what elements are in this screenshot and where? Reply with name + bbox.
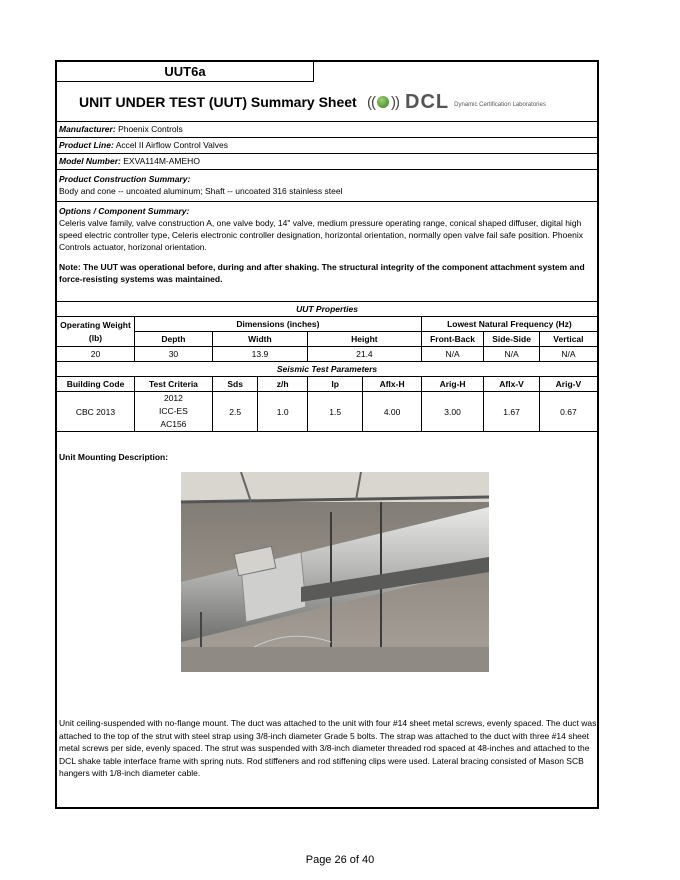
- construction-row: [57, 170, 597, 202]
- page-number: Page 26 of 40: [305, 854, 375, 866]
- uut-properties-title: UUT Properties: [57, 302, 597, 317]
- product-line-label: Product Line:: [59, 140, 114, 150]
- operating-weight-unit: (lb): [88, 332, 103, 343]
- globe-icon: [377, 96, 389, 108]
- front-back-header: Front-Back: [421, 332, 483, 347]
- building-code-header: Building Code: [57, 377, 134, 392]
- weight-value: 20: [57, 347, 134, 362]
- manufacturer-label: Manufacturer:: [59, 124, 116, 134]
- manufacturer-row: [57, 122, 597, 138]
- seismic-title: Seismic Test Parameters: [57, 362, 597, 377]
- width-value: 13.9: [212, 347, 307, 362]
- summary-sheet: [55, 60, 599, 809]
- height-header: Height: [307, 332, 421, 347]
- ip-value: 1.5: [307, 392, 362, 432]
- arig-h-header: Arig-H: [421, 377, 483, 392]
- aflx-v-header: Aflx-V: [484, 377, 540, 392]
- construction-label: Product Construction Summary:: [59, 174, 191, 184]
- frequency-header: Lowest Natural Frequency (Hz): [421, 317, 597, 332]
- options-row: [57, 202, 597, 302]
- arig-v-header: Arig-V: [539, 377, 597, 392]
- depth-header: Depth: [134, 332, 212, 347]
- ip-header: Ip: [307, 377, 362, 392]
- arig-h-value: 3.00: [421, 392, 483, 432]
- operating-weight-header: [57, 317, 134, 347]
- uut-id: UUT6a: [57, 62, 314, 82]
- options-label: Options / Component Summary:: [59, 206, 190, 216]
- dimensions-header: Dimensions (inches): [134, 317, 421, 332]
- mounting-label: Unit Mounting Description:: [59, 452, 169, 462]
- height-value: 21.4: [307, 347, 421, 362]
- test-criteria-value: 2012 ICC-ES AC156: [134, 392, 212, 432]
- model-number-row: [57, 154, 597, 170]
- signal-waves-icon-right: )): [391, 93, 399, 111]
- logo-text: DCL: [405, 90, 450, 113]
- vertical-value: N/A: [539, 347, 597, 362]
- sds-value: 2.5: [212, 392, 258, 432]
- operating-weight-label: Operating Weight: [60, 319, 131, 330]
- product-line-row: [57, 138, 597, 154]
- front-back-value: N/A: [421, 347, 483, 362]
- title-row: [57, 82, 597, 122]
- side-side-header: Side-Side: [484, 332, 540, 347]
- building-code-value: CBC 2013: [57, 392, 134, 432]
- aflx-h-header: Aflx-H: [363, 377, 421, 392]
- width-header: Width: [212, 332, 307, 347]
- mounting-description: Unit ceiling-suspended with no-flange mount. The duct was attached to the unit with four #14 sheet metal screws, evenly spaced. The duct was attached to the top of the strut with steel strap using 3/8-inch diameter Grade 5 bolts. The strap was attached to the duct with three #14 sheet metal screws per side, evenly spaced. The strut was suspended with 3/8-inch diameter threaded rod spaced at 48-inches and attached to the DCL shake table interface frame with spring nuts. Rod stiffeners and rod stiffening clips were used. Lateral bracing consisted of Mason SCB hangers with 1/8-inch diameter cable.: [59, 718, 597, 779]
- sheet-title: UNIT UNDER TEST (UUT) Summary Sheet: [79, 94, 357, 110]
- options-value: Celeris valve family, valve construction A, one valve body, 14" valve, medium pressure operating range, conical shaped diffuser, digital high speed electric controller type, Celeris electronic controller designation, horizontal orientation, normally open valve fail safe position. Phoenix Controls actuator, horizonal orientation.: [59, 218, 583, 252]
- product-line-value: Accel II Airflow Control Valves: [115, 140, 228, 150]
- unit-mounting-photo: [181, 472, 489, 672]
- sds-header: Sds: [212, 377, 258, 392]
- dcl-logo: [367, 88, 546, 116]
- options-note: Note: The UUT was operational before, during and after shaking. The structural integrity of the component attachment system and force-resisting systems was maintained.: [59, 262, 585, 284]
- model-number-value: EXVA114M-AMEHO: [123, 156, 200, 166]
- test-criteria-header: Test Criteria: [134, 377, 212, 392]
- zh-header: z/h: [258, 377, 307, 392]
- signal-waves-icon: ((: [367, 93, 375, 111]
- zh-value: 1.0: [258, 392, 307, 432]
- aflx-v-value: 1.67: [484, 392, 540, 432]
- depth-value: 30: [134, 347, 212, 362]
- model-number-label: Model Number:: [59, 156, 121, 166]
- aflx-h-value: 4.00: [363, 392, 421, 432]
- uut-properties-table: [57, 302, 597, 432]
- logo-subtitle: Dynamic Certification Laboratories: [454, 102, 546, 108]
- arig-v-value: 0.67: [539, 392, 597, 432]
- vertical-header: Vertical: [539, 332, 597, 347]
- side-side-value: N/A: [484, 347, 540, 362]
- manufacturer-value: Phoenix Controls: [118, 124, 183, 134]
- construction-value: Body and cone -- uncoated aluminum; Shaft -- uncoated 316 stainless steel: [59, 186, 343, 196]
